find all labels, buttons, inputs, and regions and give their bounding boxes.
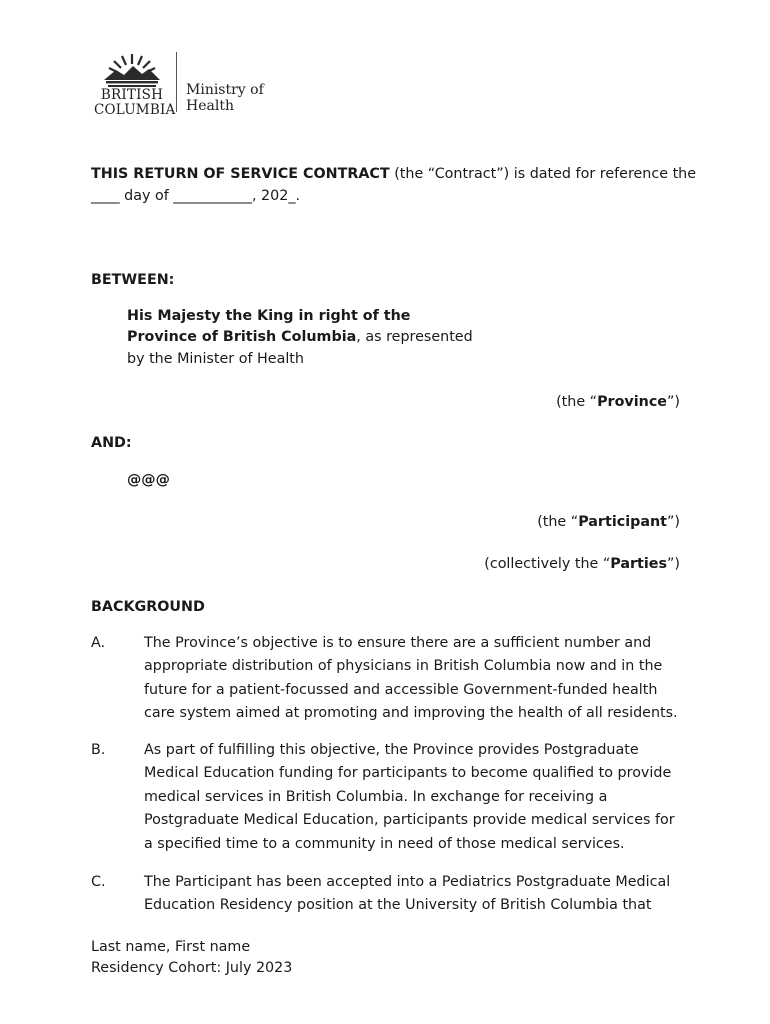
recital-line: Education Residency position at the University of British Columbia that: [144, 897, 652, 914]
recital-b-letter: B.: [91, 742, 106, 758]
participant-def-term: Participant: [578, 514, 667, 530]
ministry-line2: Health: [186, 98, 234, 114]
recital-c-letter: C.: [91, 874, 106, 890]
recital-b-text: [144, 739, 675, 856]
background-heading: [91, 596, 205, 618]
recital-a-text: [144, 632, 678, 726]
recital-line: Postgraduate Medical Education, participants provide medical services for: [144, 812, 675, 829]
recital-line: appropriate distribution of physicians in British Columbia now and in the: [144, 658, 663, 675]
recital-line: care system aimed at promoting and improving the health of all residents.: [144, 705, 678, 722]
recital-line: The Participant has been accepted into a Pediatrics Postgraduate Medical: [144, 874, 671, 890]
parties-def-close: ”): [667, 556, 680, 572]
recital-line: medical services in British Columbia. In exchange for receiving a: [144, 788, 608, 805]
parties-def-term: Parties: [610, 556, 667, 572]
recital-line: a specified time to a community in need of those medical services.: [144, 835, 625, 852]
bc-wordmark: [94, 87, 176, 118]
contract-date-line: ____ day of ___________, 202_.: [91, 188, 301, 204]
logo-divider: [176, 52, 177, 112]
province-def-open: (the “: [556, 394, 598, 410]
bc-ministry-logo: [94, 48, 264, 118]
province-name-line1-text: His Majesty the King in right of the: [127, 308, 411, 324]
recital-line: Medical Education funding for participants to become qualified to provide: [144, 765, 672, 782]
between-label: [91, 269, 174, 291]
background-heading-text: BACKGROUND: [91, 599, 205, 615]
bc-wordmark-line2: COLUMBIA: [94, 102, 176, 118]
province-line3: by the Minister of Health: [127, 351, 304, 367]
recital-c-text: [144, 871, 670, 918]
participant-definition: [537, 511, 680, 533]
parties-definition: [484, 553, 680, 575]
ministry-line1: Ministry of: [186, 82, 264, 98]
participant-def-open: (the “: [537, 514, 579, 530]
recital-line: future for a patient-focussed and accessible Government-funded health: [144, 681, 658, 698]
province-name-line2-rest: , as represented: [356, 329, 473, 345]
recital-line: As part of fulfilling this objective, the Province provides Postgraduate: [144, 742, 639, 758]
footer-name-line: Last name, First name: [91, 939, 251, 955]
participant-def-close: ”): [667, 514, 680, 530]
participant-name-text: @@@: [127, 472, 170, 488]
province-name-line1: [127, 305, 410, 327]
parties-def-open: (collectively the “: [484, 556, 611, 572]
contract-title-rest: (the “Contract”) is dated for reference the: [389, 166, 697, 182]
footer-cohort-line: Residency Cohort: July 2023: [91, 960, 293, 976]
and-label-text: AND:: [91, 435, 132, 451]
province-name-line2: [127, 326, 473, 348]
province-name-line2-text: Province of British Columbia: [127, 329, 357, 345]
and-label: [91, 432, 132, 454]
province-def-close: ”): [667, 394, 680, 410]
contract-intro-line1: [91, 163, 696, 185]
province-definition: [556, 391, 680, 413]
participant-name: [127, 469, 170, 491]
bc-sun-mountains-icon: [102, 48, 162, 88]
between-label-text: BETWEEN:: [91, 272, 175, 288]
province-def-term: Province: [597, 394, 667, 410]
contract-title: THIS RETURN OF SERVICE CONTRACT: [91, 166, 390, 182]
bc-wordmark-line1: BRITISH: [100, 87, 164, 103]
ministry-name: [186, 82, 264, 114]
recital-line: The Province’s objective is to ensure there are a sufficient number and: [144, 635, 652, 651]
recital-a-letter: A.: [91, 635, 106, 651]
